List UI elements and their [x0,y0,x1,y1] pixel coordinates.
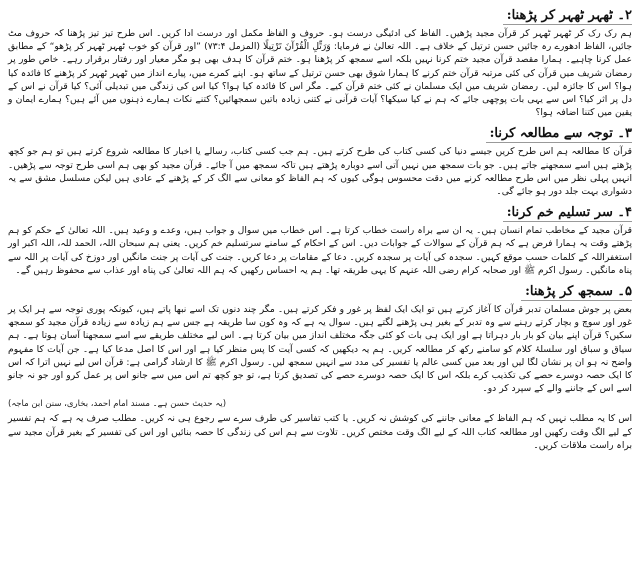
section-paragraph: ہم رک رک کر ٹھہر ٹھہر کر قرآن مجید پڑھیں۔ الفاظ کی ادئیگی درست ہو۔ حروف و الفاظ مکمل اور درست ادا کریں۔ اس طرح تیز تیز پڑھنا کہ حروف مٹ جائیں، الفاظ ادھورے رہ جائیں حسن ترتیل کے خلاف ہے۔ اللہ تعالیٰ نے فرمایا: وَرَتِّلِ الْقُرْآنَ تَرْتِيلًا (المزمل ۷۳:۴) ”اور قرآن کو خوب ٹھہر ٹھہر کر پڑھو“ کے مطابق عمل کرنا چاہیے۔ ہمارا مقصد قرآن مجید ختم کرنا نہیں بلکہ اسے سمجھ کر پڑھنا ہو۔ ختم قرآن کا ہدف بھی ہو مگر معیار اور رفتار برقرار رہے۔ خاص طور پر رمضان شریف میں قرآن کی کئی مرتبہ قرآن ختم کرنے کا ہمارا شوق بھی حسن ترتیل کے ساتھ ہو۔ اپنے کمرے میں، پیارے انداز میں ٹھہر ٹھہر کر پڑھنے کا فائدہ کیا ہوا؟ اس کا جائزہ لیں۔ رمضان شریف میں ایک مسلمان نے کئی ختم قرآن کیے۔ مگر اس کا فائدہ کیا ہوا؟ کیا اس کی زندگی میں تبدیلی آئی؟ کیا قرآن نے اس کے دل پر اثر کیا؟ اس سے یہی بات پوچھی جائے کہ ہم نے کیا سیکھا؟ آیات قرآنی نے کتنی زیادہ باتیں سمجھائیں؟ کتنے نکات ہمارے ذہنوں میں آئے ہیں؟ ہمارے ایمان و یقین میں کتنا اضافہ ہوا؟ [8,28,633,119]
document-page [8,4,632,570]
section-paragraph: بعض پر جوش مسلمان تدبر قرآن کا آغاز کرتے ہیں تو ایک ایک لفظ پر غور و فکر کرتے ہیں۔ مگر چند دنوں تک اسے نبھا پاتے ہیں، کیونکہ پوری توجہ سے ہر ایک پر غور اور سوچ و بچار کرتے رہنے سے وہ تدبر کے بغیر ہی پڑھنے لگتے ہیں۔ سوال یہ ہے کہ وہ کون سا طریقہ ہے جس سے ہم زیادہ سے زیادہ قرآن مجید کو سمجھ سکیں؟ قرآن اپنے بیان کو بار بار دہراتا ہے اور ایک ہی بات کو کئی جگہ مختلف انداز میں بیان کرتا ہے۔ اس لیے مختلف طریقے سے اسے سمجھنا آسان ہوتا ہے۔ ہم سیاق و سباق اور سلسلۂ کلام کو سامنے رکھ کر مطالعہ کریں۔ ہم یہ دیکھیں کہ کسی آیت کا پس منظر کیا ہے اور اس کا اصل مدعا کیا ہے۔ جن آیات کا مفہوم واضح نہ ہو ان پر نشان لگا لیں اور بعد میں کسی عالم یا تفسیر کی مدد سے انہیں سمجھ لیں۔ رسول اکرم ﷺ کا ارشاد گرامی ہے: قرآن اس لیے نہیں اترا کہ اس کا ایک حصہ دوسرے حصے کی تکذیب کرے بلکہ اس کا ایک حصہ دوسرے حصے کی تصدیق کرتا ہے، تو جو کچھ تم اس میں سے جانو اس پر عمل کرو اور جو نہ جانو اسے اس کے جاننے والے کے سپرد کر دو۔ [8,304,632,395]
section-heading: ۴۔ سر تسلیم خم کرنا: [503,205,632,222]
section-submission [8,201,632,277]
section-heading: ۲۔ ٹھہر ٹھہر کر پڑھنا: [503,8,632,25]
closing-paragraph: اس کا یہ مطلب نہیں کہ ہم الفاظ کے معانی جاننے کی کوشش نہ کریں۔ یا کتب تفاسیر کی طرف سرے سے رجوع ہی نہ کریں۔ مطلب صرف یہ ہے کہ ہم تفسیر کے لیے الگ وقت رکھیں اور مطالعہ کتاب اللہ کے لیے الگ وقت مختص کریں۔ تلاوت سے ہم اس کی زندگی کا حصہ بنائیں اور اس کی تفسیر کے بغیر قرآن مجید سے براہ راست ملاقات کریں۔ [8,413,632,451]
hadith-reference: (یہ حدیث حسن ہے۔ مسند امام احمد، بخاری، سنن ابن ماجہ) [8,399,227,410]
section-paragraph: قرآن مجید کے مخاطب تمام انسان ہیں۔ یہ ان سے براہ راست خطاب کرتا ہے۔ اس خطاب میں سوال و جواب ہیں، وعدے و وعید ہیں۔ اللہ تعالیٰ کے حکم کو ہم پڑھتے وقت یہ ہمارا فرض ہے کہ ہم قرآن کے سوالات کے جوابات دیں۔ اس کے احکام کے سامنے سرتسلیم خم کریں۔ یعنی ہم سبحان اللہ، الحمد للہ، اللہ اکبر اور استغفراللہ کے کلمات حسب موقع کہیں۔ سجدہ کی آیات پر سجدہ کریں۔ دعا کے مقامات پر دعا کریں۔ جنت کی آیات پر جنت مانگیں اور دوزخ کی آیات پر اللہ سے پناہ مانگیں۔ رسول اکرم ﷺ اور صحابہ کرام رضی اللہ عنہم کا یہی طریقہ تھا۔ ہم یہ احساس رکھیں کہ ہم اللہ تعالیٰ کی پناہ اور عذاب سے محفوظ رہیں گے۔ [8,225,632,276]
section-tartil [8,4,632,119]
section-paragraph: قرآن کا مطالعہ ہم اس طرح کریں جیسے دنیا کی کسی کتاب کی طرح کرتے ہیں۔ ہم جب کسی کتاب، رسالے یا اخبار کا مطالعہ شروع کرتے ہیں تو ہم جو کچھ پڑھتے ہیں اسے سمجھنے جاتے ہیں۔ جو بات سمجھ میں نہیں آتی اسے دوبارہ پڑھتے ہیں تاکہ سمجھ میں آ جائے۔ قرآن مجید کو بھی ہم اسی طرح توجہ سے پڑھیں۔ انہیں پہلی نظر میں اس طرح مطالعہ کرنے میں دقت محسوس ہوگی کیوں کہ ہم الفاظ کو معانی سے الگ کر کے پڑھنے کے عادی ہیں لیکن مسلسل مشق سے یہ دشواری بہت جلد دور ہو جائے گی۔ [8,146,632,198]
section-heading: ۳۔ توجہ سے مطالعہ کرنا: [486,126,632,143]
section-understanding [8,280,632,395]
section-attentive-study [8,122,632,198]
section-heading: ۵۔ سمجھ کر پڑھنا: [521,284,632,301]
